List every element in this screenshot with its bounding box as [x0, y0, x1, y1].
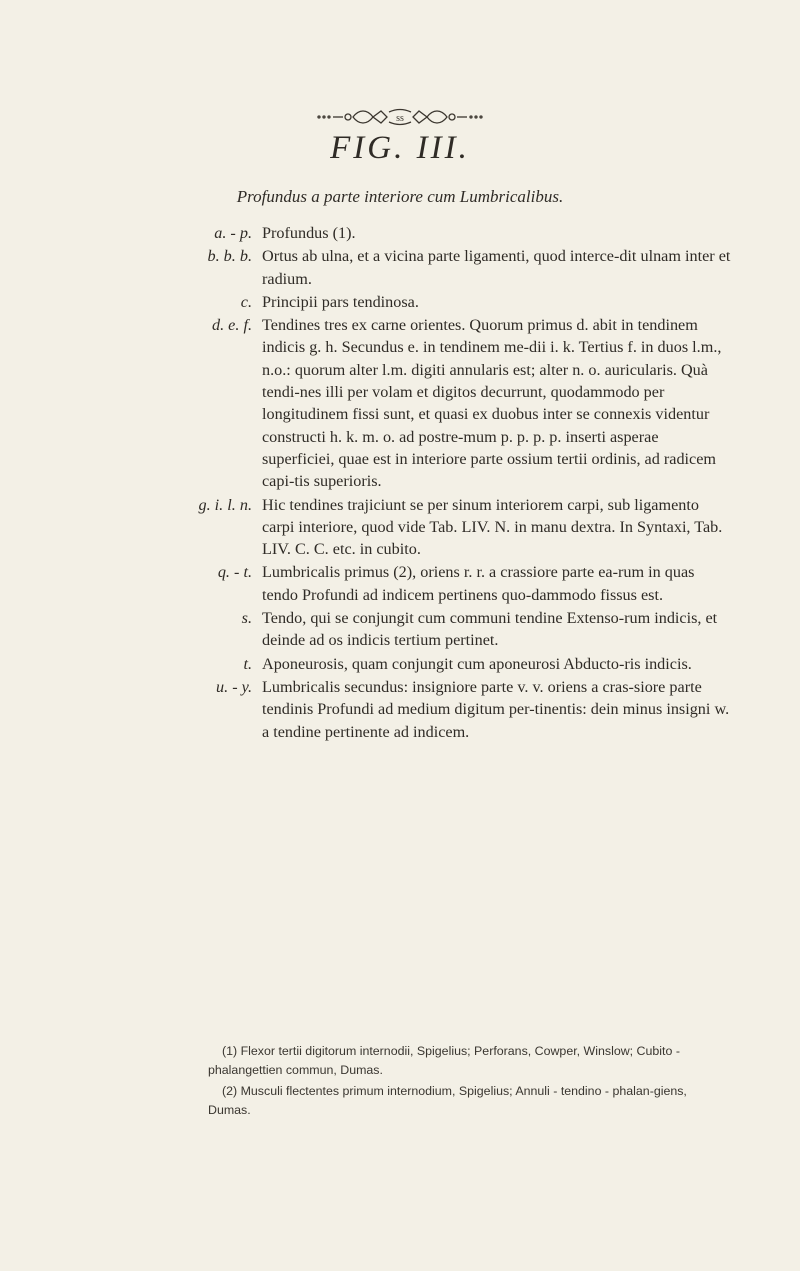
entry-label: s. [241, 609, 252, 628]
entry-text: Ortus ab ulna, et a vicina parte ligamenti, quod interce-dit ulnam inter et radium. [262, 247, 731, 288]
entry-text: Tendo, qui se conjungit cum communi tendine Extenso-rum indicis, et deinde ad os indicis tertium pertinet. [262, 609, 718, 650]
entry-label: d. e. f. [211, 316, 252, 335]
legend-entry [0, 314, 800, 492]
legend-entry [0, 494, 800, 561]
entry-label: c. [240, 292, 252, 311]
entry-text: Profundus (1). [262, 224, 356, 242]
footnote: (1) Flexor tertii digitorum internodii, Spigelius; Perforans, Cowper, Winslow; Cubito - phalangettien commun, Dumas. [208, 1044, 680, 1077]
entry-label: u. - y. [216, 677, 252, 696]
entry-label: b. b. b. [207, 247, 252, 266]
entry-text: Lumbricalis primus (2), oriens r. r. a crassiore parte ea-rum in quas tendo Profundi ad indicem pertinens quo-dammodo fissus est. [262, 563, 695, 604]
entry-label: t. [243, 654, 252, 673]
entry-label: q. - t. [217, 563, 252, 582]
legend-entry [0, 245, 800, 290]
footnotes [0, 1042, 800, 1122]
entry-text: Principii pars tendinosa. [262, 292, 419, 311]
legend-entry [0, 676, 800, 743]
svg-text:ss: ss [396, 113, 404, 124]
legend-entry [0, 653, 800, 675]
legend-entry [0, 222, 800, 244]
legend-entries [0, 222, 800, 744]
entry-text: Tendines tres ex carne orientes. Quorum primus d. abit in tendinem indicis g. h. Secundus e. in tendinem me-dii i. k. Tertius f. in duos l.m., n.o.: quorum alter l.m. digiti annularis est; alter n. o. auricularis. Quà tendi-nes illi per volam et digitos decurrunt, quodammodo per longitudinem fissi sunt, et quasi ex duobus inter se connexis videntur constructi h. k. m. o. ad postre-mum p. p. p. p. inserti asperae superficiei, quae est in interiore parte ossium tertii ordinis, ad radicem capi-tis superioris. [262, 316, 722, 491]
entry-label: g. i. l. n. [198, 495, 252, 514]
decorative-ornament [0, 106, 800, 130]
entry-label: a. - p. [214, 224, 252, 242]
footnote: (2) Musculi flectentes primum internodium, Spigelius; Annuli - tendino - phalan-giens, Dumas. [208, 1084, 687, 1117]
figure-title: FIG. III. [330, 130, 470, 166]
flourish-icon [315, 106, 485, 128]
entry-text: Lumbricalis secundus: insigniore parte v. v. oriens a cras-siore parte tendinis Profundi ad medium digitum per-tinentis: dein minus insigni w. a tendine pertinente ad indicem. [262, 677, 730, 741]
entry-text: Hic tendines trajiciunt se per sinum interiorem carpi, sub ligamento carpi interiore, quod vide Tab. LIV. N. in manu dextra. In Syntaxi, Tab. LIV. C. C. etc. in cubito. [262, 495, 723, 559]
legend-entry [0, 561, 800, 606]
figure-subtitle: Profundus a parte interiore cum Lumbricalibus. [236, 187, 564, 206]
legend-entry [0, 291, 800, 313]
entry-text: Aponeurosis, quam conjungit cum aponeurosi Abducto-ris indicis. [262, 654, 692, 673]
legend-entry [0, 607, 800, 652]
